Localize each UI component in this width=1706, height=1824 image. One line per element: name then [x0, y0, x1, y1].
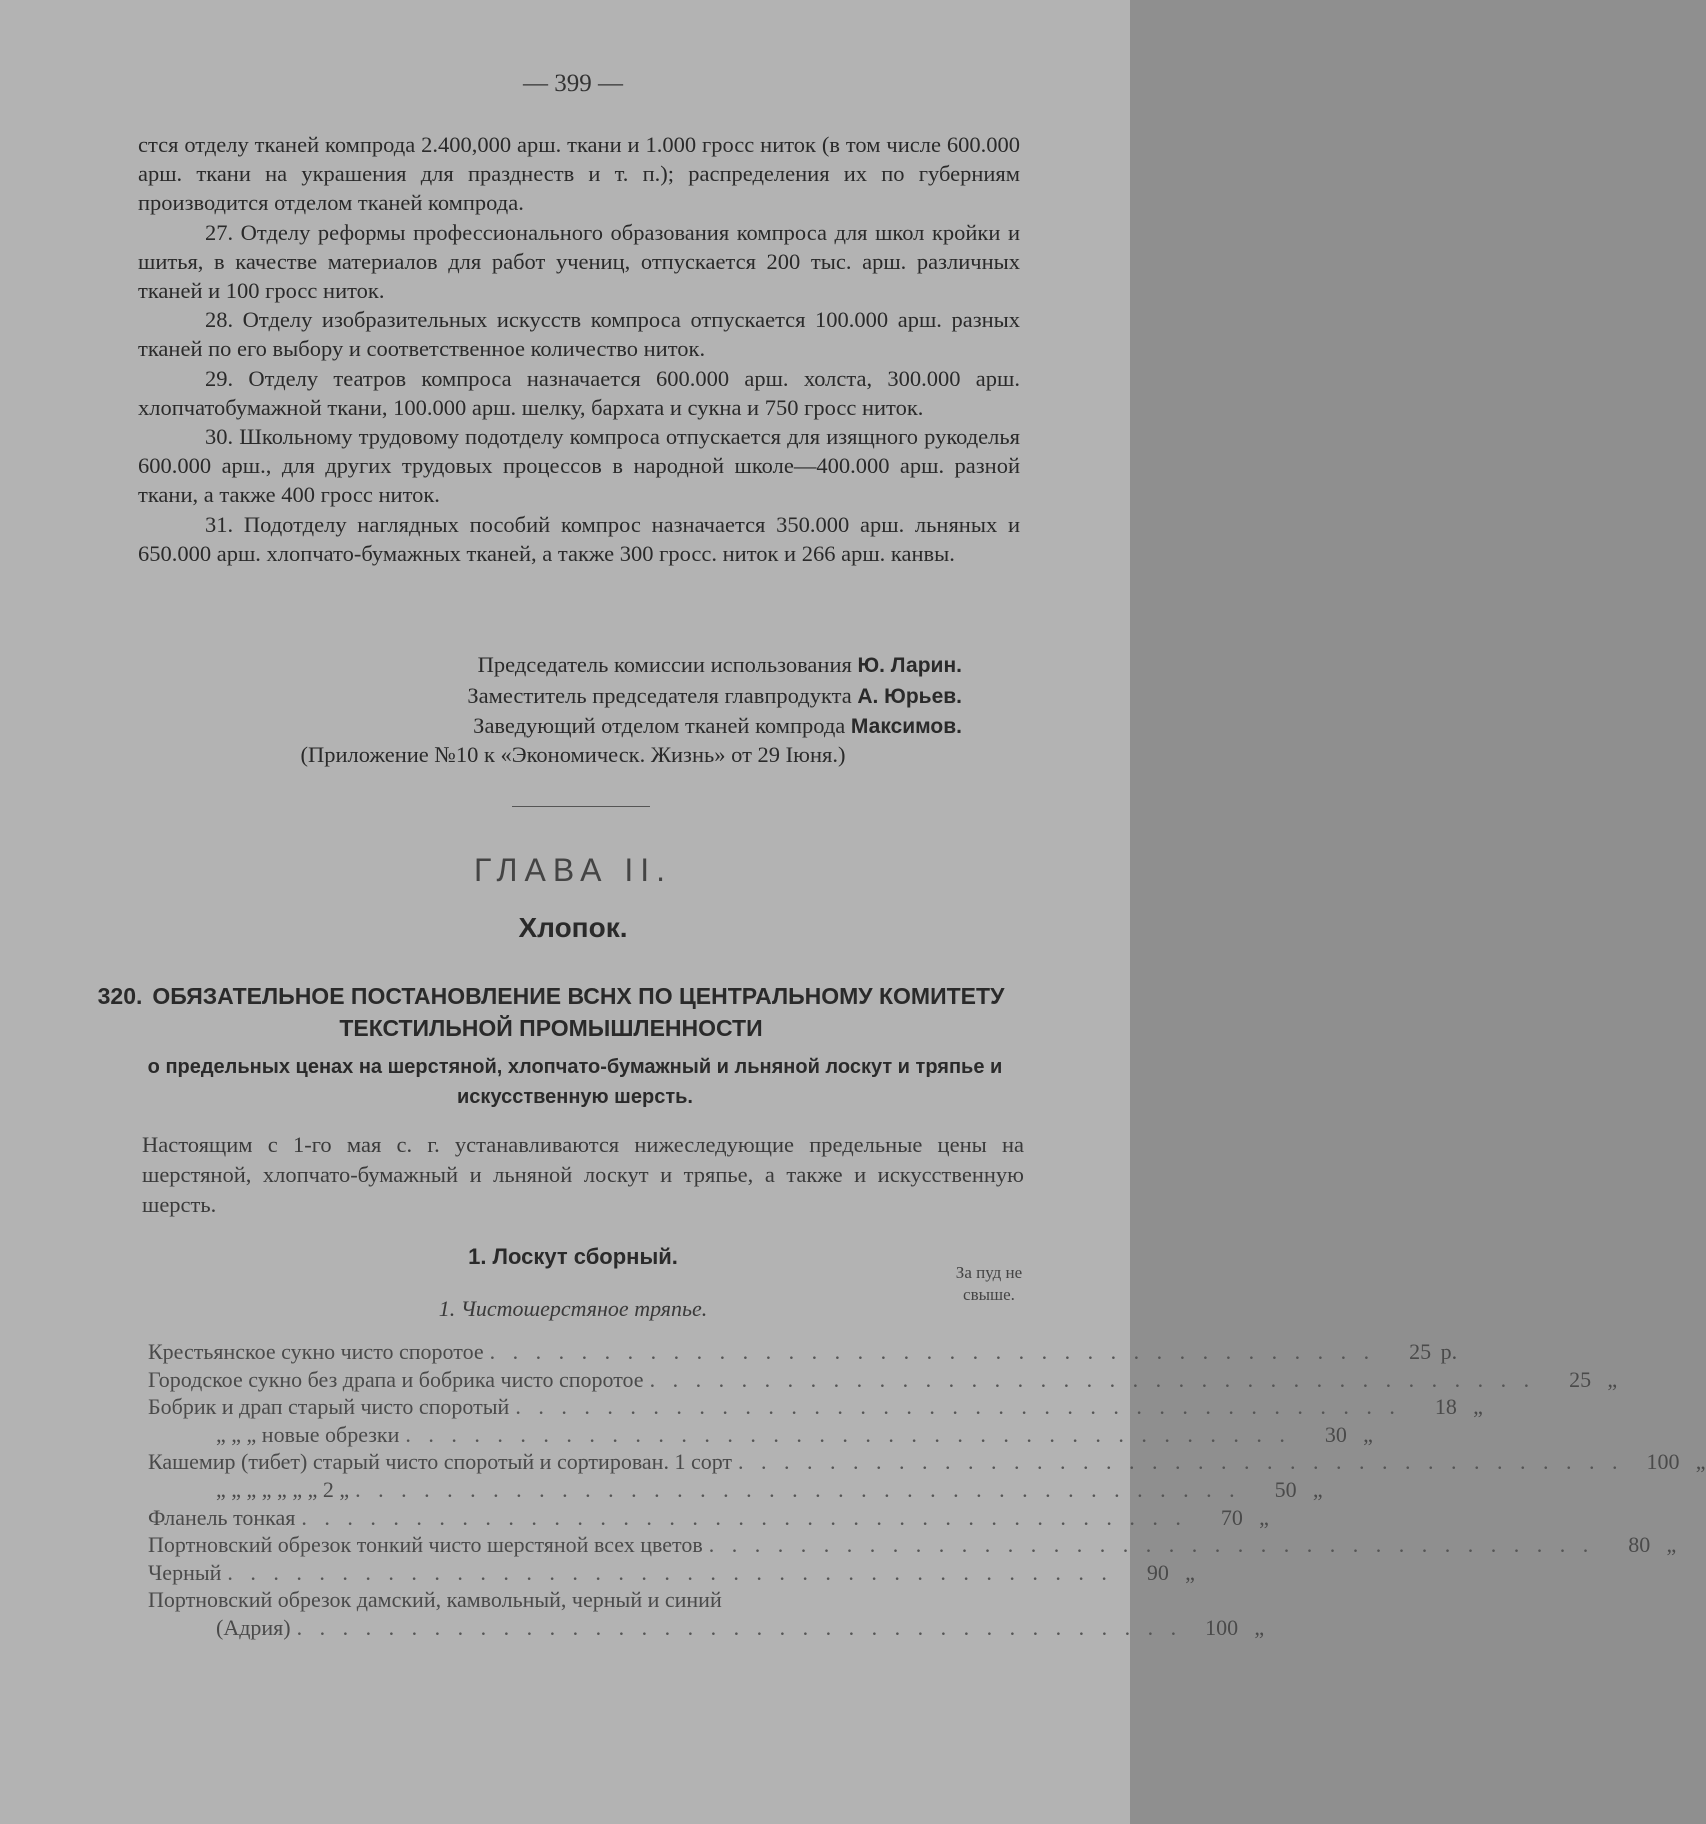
- price-row: [148, 1504, 1269, 1532]
- item-unit: „: [1695, 1449, 1706, 1475]
- section-divider: [512, 806, 650, 807]
- signature-name: Ю. Ларин.: [857, 654, 962, 677]
- price-row: [148, 1393, 1483, 1421]
- signature-title: Заведующий отделом тканей компрода: [473, 713, 846, 739]
- paragraph: 30. Школьному трудовому подотделу компроса отпускается для изящного рукоделья 600.000 арш., для других трудовых процессов в народной школе—400.000 арш. разной ткани, а также 400 гросс ниток.: [138, 424, 1020, 508]
- paragraph: 27. Отделу реформы профессионального образования компроса для школ кройки и шитья, в качестве материалов для работ учениц, отпускается 200 тыс. арш. различных тканей и 100 гросс ниток.: [138, 219, 1020, 304]
- chapter-heading: ГЛАВА II.: [473, 852, 673, 888]
- chapter-subject: Хлопок.: [518, 912, 628, 943]
- leader-dots: . . . . . . . . . . . . . . . . . . . . . . . . . . . . . . . . . . . . . . .: [227, 1559, 1113, 1585]
- section-heading: 1. Лоскут сборный.: [468, 1244, 678, 1269]
- item-name: Портновский обрезок тонкий чисто шерстяной всех цветов: [148, 1532, 703, 1558]
- item-name: (Адрия): [216, 1614, 291, 1640]
- page-number: — 399 —: [523, 70, 623, 97]
- item-price: 100: [1646, 1449, 1680, 1475]
- item-unit: р.: [1440, 1339, 1458, 1364]
- item-name: Черный: [148, 1559, 222, 1585]
- item-price: 30: [1324, 1421, 1347, 1447]
- leader-dots: . . . . . . . . . . . . . . . . . . . . . . . . . . . . . . . . . . . . . . .: [489, 1339, 1376, 1364]
- price-column-header: За пуд не свыше.: [955, 1263, 1023, 1304]
- signature-name: А. Юрьев.: [857, 684, 962, 708]
- leader-dots: . . . . . . . . . . . . . . . . . . . . . . . . . . . . . . . . . . . . . . .: [405, 1421, 1291, 1447]
- price-row: [148, 1559, 1195, 1587]
- signature-line: [467, 711, 962, 742]
- signature-title: Председатель комиссии использования: [477, 652, 852, 677]
- item-price: 100: [1205, 1614, 1239, 1640]
- signature-block: [467, 650, 962, 742]
- item-unit: „: [1607, 1366, 1618, 1392]
- item-unit: „: [1259, 1504, 1269, 1530]
- price-row: [148, 1586, 1028, 1614]
- item-name: Портновский обрезок дамский, камвольный, черный и синий: [148, 1587, 722, 1613]
- appendix-note: (Приложение №10 к «Экономическ. Жизнь» от 29 Iюня.): [300, 742, 846, 767]
- decree-number: 320.: [97, 983, 143, 1009]
- decree-title: [76, 980, 1026, 1044]
- decree-intro: Настоящим с 1-го мая с. г. устанавливаются нижеследующие предельные цены на шерстяной, хлопчато-бумажный и льняной лоскут и тряпье, а также и искусственную шерсть.: [142, 1132, 1024, 1217]
- item-name: Кашемир (тибет) старый чисто споротый и сортирован. 1 сорт: [148, 1449, 733, 1475]
- paragraph: 29. Отделу театров компроса назначается 600.000 арш. холста, 300.000 арш. хлопчатобумажной ткани, 100.000 арш. шелку, бархата и сукна и 750 гросс ниток.: [138, 365, 1020, 420]
- subsection-heading: 1. Чистошерстяное тряпье.: [438, 1296, 708, 1321]
- item-price: 50: [1274, 1476, 1297, 1502]
- leader-dots: . . . . . . . . . . . . . . . . . . . . . . . . . . . . . . . . . . . . . . .: [355, 1476, 1241, 1502]
- item-name: Бобрик и драп старый чисто споротый: [148, 1394, 510, 1420]
- leader-dots: . . . . . . . . . . . . . . . . . . . . . . . . . . . . . . . . . . . . . . .: [515, 1394, 1401, 1420]
- paragraph: стся отделу тканей компрода 2.400,000 арш. ткани и 1.000 гросс ниток (в том числе 600.000 арш. ткани на украшения для празднеств и т. п.); распределения их по губерниям производится отделом тканей компрода.: [138, 132, 1020, 216]
- leader-dots: . . . . . . . . . . . . . . . . . . . . . . . . . . . . . . . . . . . . . . .: [649, 1366, 1536, 1392]
- item-price: 25: [1409, 1339, 1432, 1364]
- signature-name: Максимов.: [850, 715, 962, 739]
- paragraph: 28. Отделу изобразительных искусств компроса отпускается 100.000 арш. разных тканей по его выбору и соответственное количество ниток.: [138, 307, 1020, 362]
- item-price: 25: [1569, 1366, 1592, 1392]
- price-row: [148, 1338, 1458, 1366]
- item-price: 18: [1434, 1394, 1457, 1420]
- item-name: „ „ „ „ „ „ „ 2 „: [216, 1476, 350, 1502]
- item-name: Крестьянское сукно чисто споротое: [148, 1339, 484, 1364]
- price-list: [148, 1338, 1706, 1642]
- paragraph: 31. Подотделу наглядных пособий компрос назначается 350.000 арш. льняных и 650.000 арш. хлопчато-бумажных тканей, а также 300 гросс. ниток и 266 арш. канвы.: [138, 511, 1020, 566]
- leader-dots: . . . . . . . . . . . . . . . . . . . . . . . . . . . . . . . . . . . . . . .: [708, 1532, 1595, 1558]
- item-price: 70: [1220, 1504, 1243, 1530]
- leader-dots: . . . . . . . . . . . . . . . . . . . . . . . . . . . . . . . . . . . . . . .: [296, 1614, 1183, 1640]
- price-row: [148, 1448, 1706, 1476]
- price-row: [148, 1421, 1373, 1449]
- item-unit: „: [1185, 1559, 1195, 1585]
- signature-line: [467, 650, 962, 681]
- item-price: 90: [1146, 1559, 1169, 1585]
- item-price: 80: [1628, 1532, 1651, 1558]
- price-row: [148, 1531, 1677, 1559]
- item-unit: „: [1254, 1614, 1265, 1640]
- item-unit: „: [1666, 1532, 1677, 1558]
- item-name: Городское сукно без драпа и бобрика чисто споротое: [148, 1366, 644, 1392]
- item-name: „ „ „ новые обрезки: [216, 1421, 400, 1447]
- signature-title: Заместитель председателя главпродукта: [467, 682, 852, 708]
- decree-subtitle: о предельных ценах на шерстяной, хлопчато-бумажный и льняной лоскут и тряпье и искусственную шерсть.: [147, 1056, 1003, 1108]
- item-unit: „: [1473, 1394, 1483, 1420]
- item-name: Фланель тонкая: [148, 1504, 296, 1530]
- signature-line: [467, 681, 962, 712]
- price-row: [148, 1476, 1323, 1504]
- item-unit: „: [1312, 1476, 1323, 1502]
- decree-title-text: ОБЯЗАТЕЛЬНОЕ ПОСТАНОВЛЕНИЕ ВСНХ ПО ЦЕНТРАЛЬНОМУ КОМИТЕТУ ТЕКСТИЛЬНОЙ ПРОМЫШЛЕННОСТИ: [152, 983, 1005, 1041]
- body-text: [138, 130, 1020, 568]
- price-row: [148, 1614, 1265, 1642]
- price-row: [148, 1366, 1618, 1394]
- leader-dots: . . . . . . . . . . . . . . . . . . . . . . . . . . . . . . . . . . . . . . .: [301, 1504, 1187, 1530]
- leader-dots: . . . . . . . . . . . . . . . . . . . . . . . . . . . . . . . . . . . . . . .: [738, 1449, 1624, 1475]
- item-unit: „: [1363, 1421, 1373, 1447]
